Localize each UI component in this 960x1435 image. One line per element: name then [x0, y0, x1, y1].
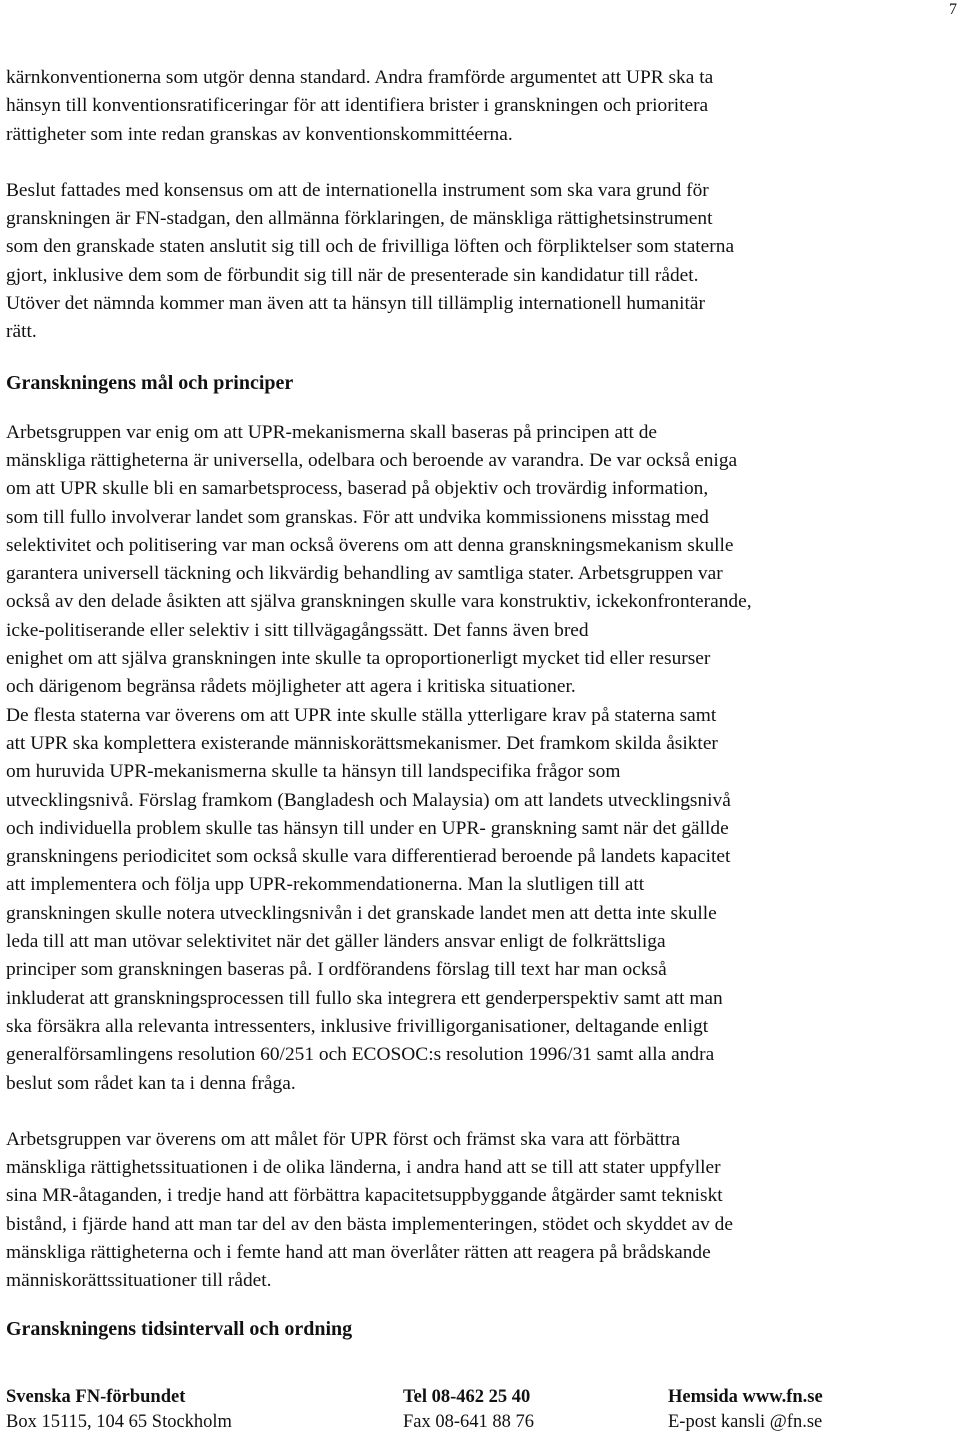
- footer-org-name: Svenska FN-förbundet: [6, 1387, 186, 1407]
- document-body: [6, 64, 956, 1343]
- footer-address: Box 15115, 104 65 Stockholm: [6, 1412, 232, 1432]
- paragraph-convention-standard: kärnkonventionerna som utgör denna standard. Andra framförde argumentet att UPR ska ta hänsyn till konventionsratificeringar för att identifiera brister i granskningen och prioritera rättigheter som inte redan granskas av konventionskommittéerna.: [6, 67, 714, 145]
- paragraph-working-group-principles: Arbetsgruppen var enig om att UPR-mekanismerna skall baseras på principen att de mänskliga rättigheterna är universella, odelbara och beroende av varandra. De var också eniga om att UPR skulle bli en samarbetsprocess, baserad på objektiv och trovärdig information, som till fullo involverar landet som granskas. För att undvika kommissionens misstag med selektivitet och politisering var man också överens om att denna granskningsmekanism skulle garantera universell täckning och likvärdig behandling av samtliga stater. Arbetsgruppen var också av den delade åsikten att själva granskningen skulle vara konstruktiv, ickekonfronterande, icke-politiserande eller selektiv i sitt tillvägagångssätt. Det fanns även bred enighet om att själva granskningen inte skulle ta oproportionerligt mycket tid eller resurser och därigenom begränsa rådets möjligheter att agera i kritiska situationer. De flesta staterna var överens om att UPR inte skulle ställa ytterligare krav på staterna samt att UPR ska komplettera existerande människorättsmekanismer. Det framkom skilda åsikter om huruvida UPR-mekanismerna skulle ta hänsyn till landspecifika frågor som utvecklingsnivå. Förslag framkom (Bangladesh och Malaysia) om att landets utvecklingsnivå och individuella problem skulle tas hänsyn till under en UPR- granskning samt när det gällde granskningens periodicitet som också skulle vara differentierad beroende på landets kapacitet att implementera och följa upp UPR-rekommendationerna. Man la slutligen till att granskningen skulle notera utvecklingsnivån i det granskade landet men att detta inte skulle leda till att man utövar selektivitet när det gäller länders ansvar enligt de folkrättsliga principer som granskningen baseras på. I ordförandens förslag till text har man också inkluderat att granskningsprocessen till fullo ska integrera ett genderperspektiv samt att man ska försäkra alla relevanta intressenters, inklusive frivilligorganisationer, deltagande enligt generalförsamlingens resolution 60/251 och ECOSOC:s resolution 1996/31 samt alla andra beslut som rådet kan ta i denna fråga.: [6, 421, 752, 1094]
- spacer: [6, 397, 956, 419]
- section-heading-interval-order: Granskningens tidsintervall och ordning: [6, 1317, 353, 1340]
- paragraph-upr-goals: Arbetsgruppen var överens om att målet för UPR först och främst ska vara att förbättra mänskliga rättighetssituationen i de olika länderna, i andra hand att se till att stater uppfyller sina MR-åtaganden, i tredje hand att förbättra kapacitetsuppbyggande åtgärder samt tekniskt bistånd, i fjärde hand att man tar del av den bästa implementeringen, stödet och skyddet av de mänskliga rättigheterna och i femte hand att man överlåter rätten att reagera på brådskande människorättssituationer till rådet.: [6, 1128, 733, 1292]
- paragraph-consensus-decision: Beslut fattades med konsensus om att de internationella instrument som ska vara grund för granskningen är FN-stadgan, den allmänna förklaringen, de mänskliga rättighetsinstrument som den granskade staten anslutit sig till och de frivilliga löften och förpliktelser som staterna gjort, inklusive dem som de förbundit sig till när de presenterade sin kandidatur till rådet. Utöver det nämnda kommer man även att ta hänsyn till tillämplig internationell humanitär rätt.: [6, 179, 735, 343]
- footer-fax: Fax 08-641 88 76: [403, 1412, 535, 1432]
- footer-row-bottom: [6, 1410, 956, 1435]
- spacer: [6, 1296, 956, 1315]
- footer-website: Hemsida www.fn.se: [668, 1387, 823, 1407]
- footer-email: E-post kansli @fn.se: [668, 1412, 823, 1432]
- spacer: [6, 149, 956, 177]
- section-heading-goals-principles: Granskningens mål och principer: [6, 371, 294, 394]
- page-footer: [6, 1385, 956, 1435]
- footer-phone: Tel 08-462 25 40: [403, 1387, 531, 1407]
- spacer: [6, 1098, 956, 1126]
- footer-row-top: [6, 1385, 956, 1410]
- page-number: 7: [949, 1, 957, 18]
- spacer: [6, 347, 956, 369]
